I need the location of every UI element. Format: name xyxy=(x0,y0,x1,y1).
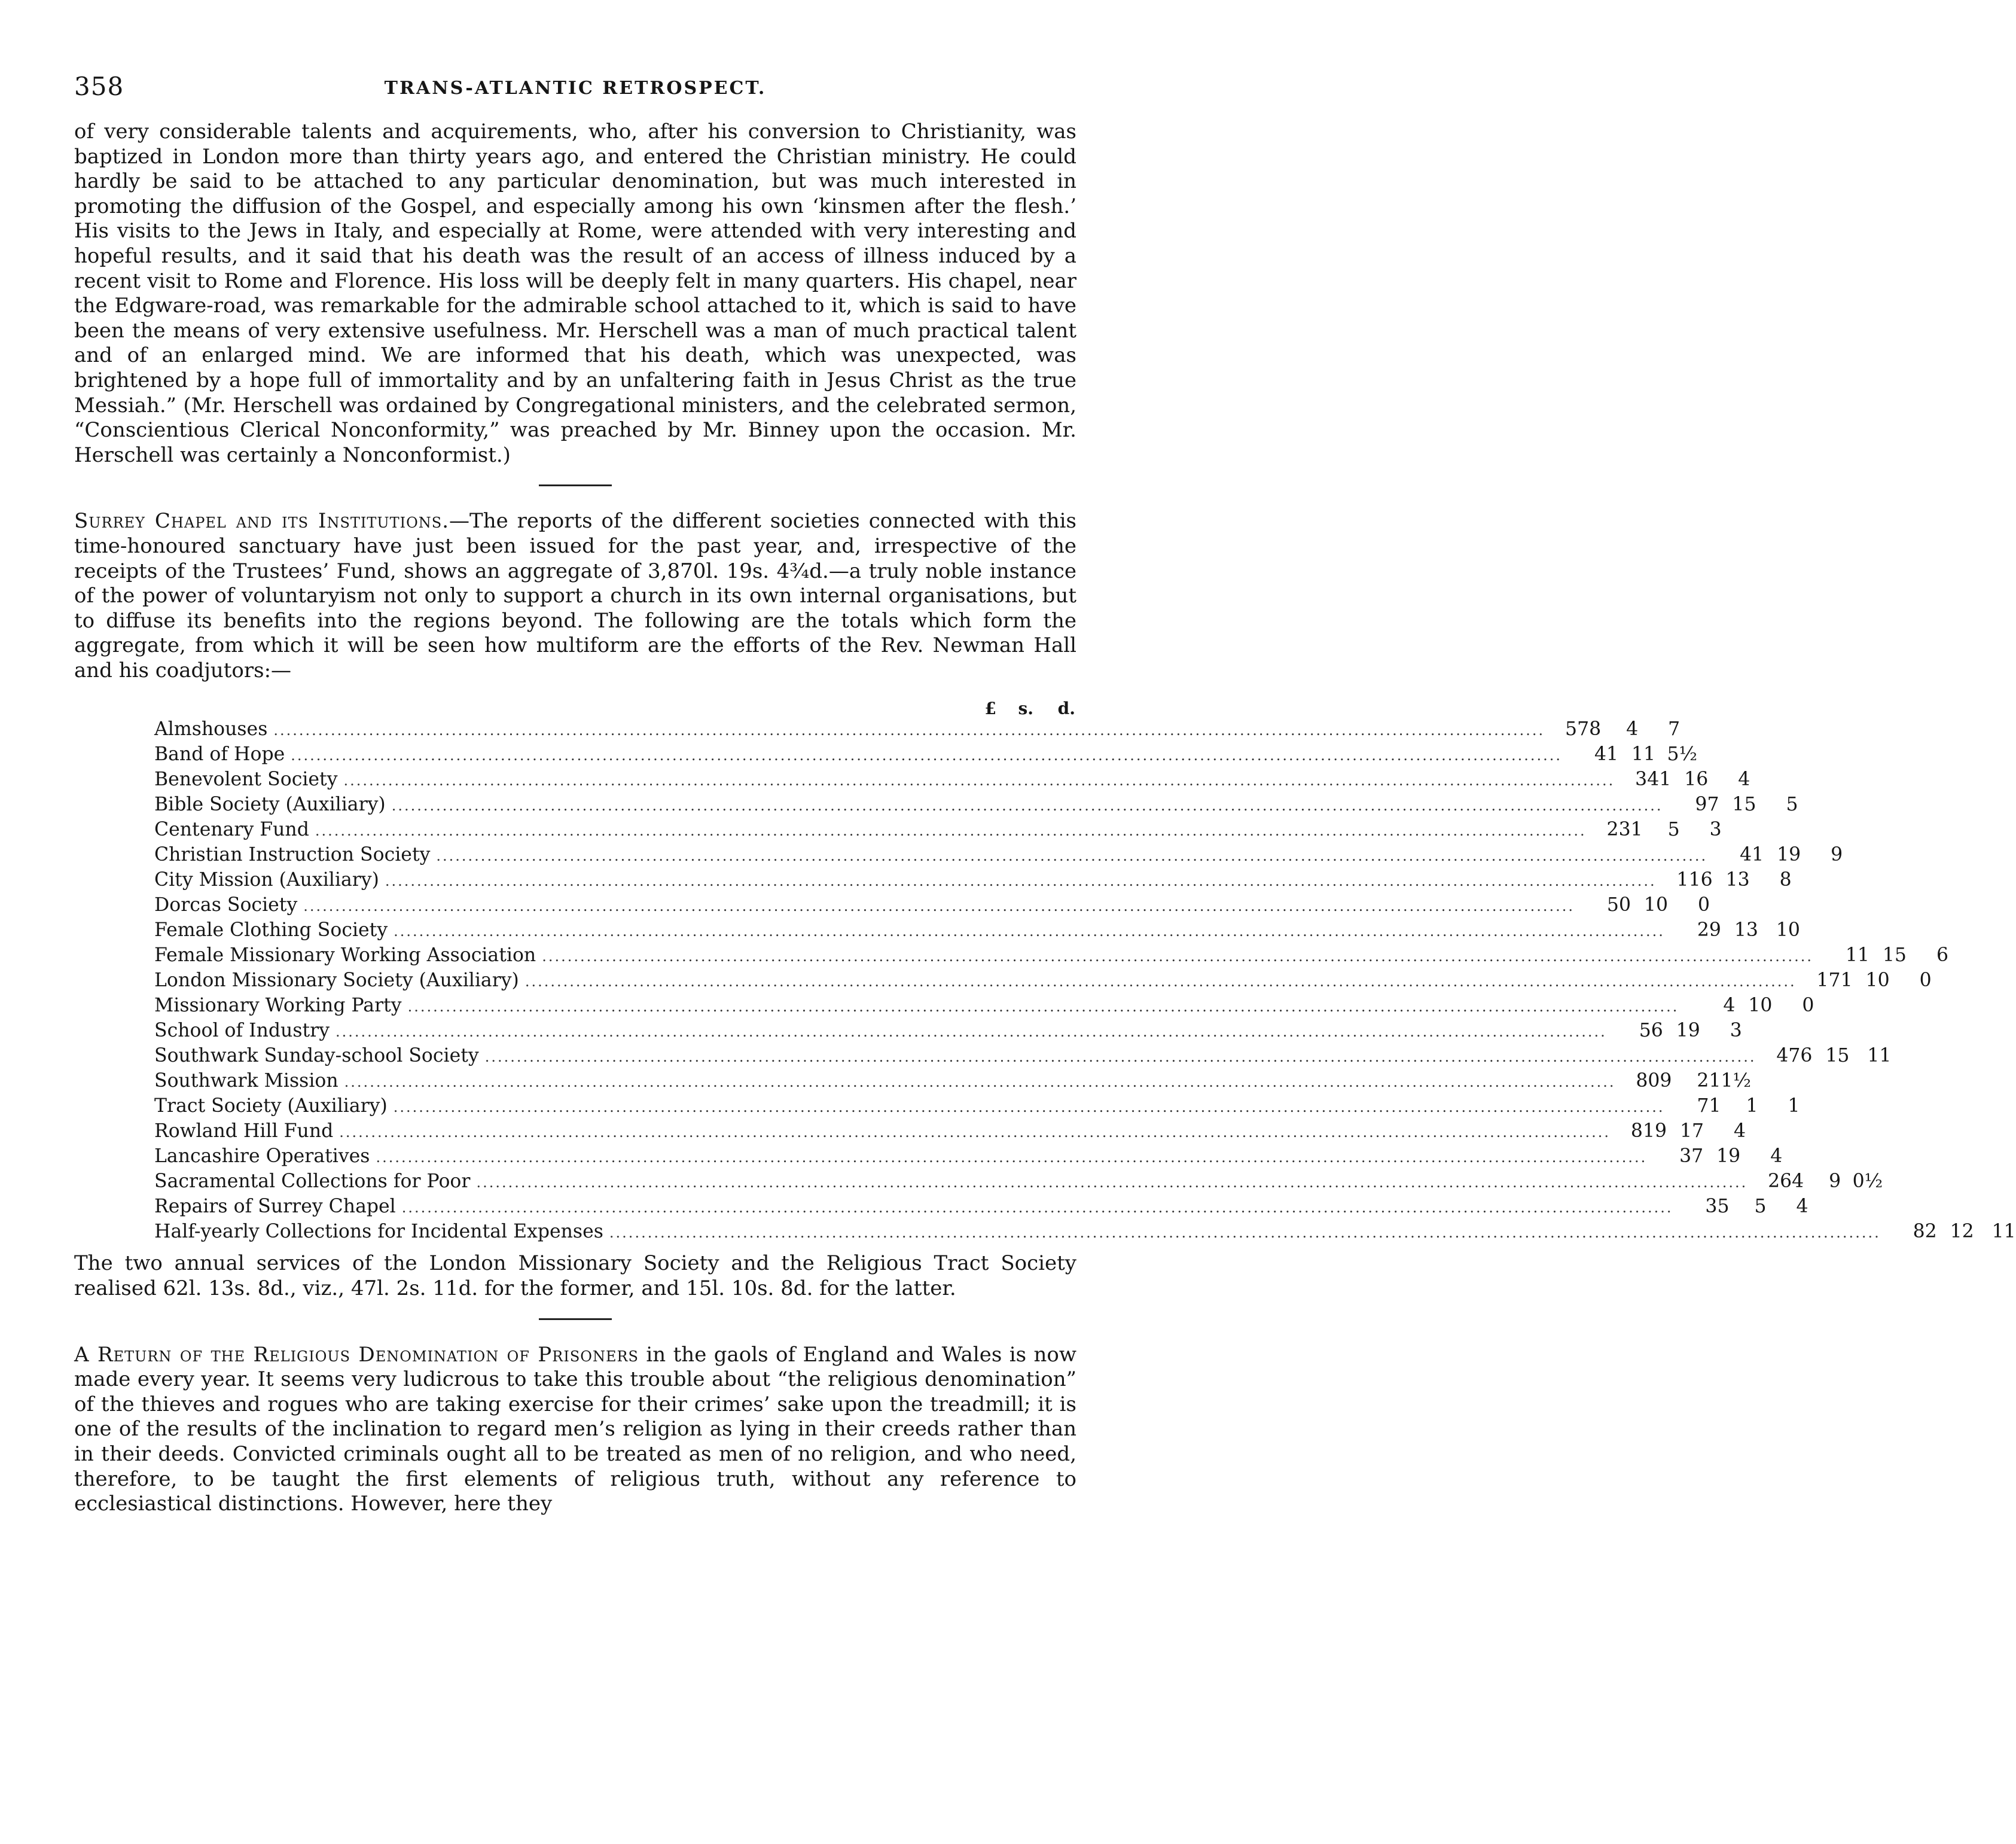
leader-dots: ........................................................................................................................................................................................................ xyxy=(303,898,1575,915)
row-label: Benevolent Society xyxy=(154,769,338,791)
row-pence: 0 xyxy=(1697,894,1710,916)
row-label: Almshouses xyxy=(154,718,268,740)
row-label: Christian Instruction Society xyxy=(154,844,431,866)
table-row xyxy=(154,1068,1752,1093)
row-shillings: 16 xyxy=(1684,769,1709,791)
row-shillings: 11 xyxy=(1631,743,1656,766)
row-shillings: 15 xyxy=(1825,1045,1850,1067)
row-shillings: 10 xyxy=(1643,894,1669,916)
row-shillings: 13 xyxy=(1734,919,1758,941)
row-shillings: 15 xyxy=(1732,794,1756,816)
row-pence: 8 xyxy=(1779,869,1792,891)
row-pounds: 29 xyxy=(1697,919,1721,941)
row-shillings: 12 xyxy=(1950,1221,1974,1243)
header-shillings: s. xyxy=(1018,699,1033,719)
row-label: Half-yearly Collections for Incidental Expenses xyxy=(154,1221,603,1243)
table-row xyxy=(154,1169,1883,1194)
row-shillings: 10 xyxy=(1865,970,1890,992)
leader-dots: ........................................................................................................................................................................................................ xyxy=(393,1099,1665,1116)
row-pence: 11 xyxy=(1991,1221,2016,1243)
leader-dots: ........................................................................................................................................................................................................ xyxy=(484,1049,1756,1066)
paragraph-body: —The reports of the different societies connected with this time-honoured sanctuary have just been issued for the past year, and, irrespective of the receipts of the Trustees’ Fund, shows an aggregate of 3,870l. 19s. 4¾d.—a truly noble instance of the power of voluntaryism not only to support a church in its own internal organisations, but to diffuse its benefits into the regions beyond. The following are the totals which form the aggregate, from which it will be seen how multiform are the efforts of the Rev. Newman Hall and his coadjutors:— xyxy=(74,509,1076,682)
row-label: Missionary Working Party xyxy=(154,995,402,1017)
leader-dots: ........................................................................................................................................................................................................ xyxy=(336,1023,1607,1041)
row-pounds: 97 xyxy=(1695,794,1719,816)
header-pence: d. xyxy=(1057,699,1075,719)
leader-dots: ........................................................................................................................................................................................................ xyxy=(401,1199,1673,1217)
row-pence: 11 xyxy=(1867,1045,1892,1067)
row-pence: 0½ xyxy=(1852,1171,1883,1193)
row-shillings: 1 xyxy=(1746,1095,1758,1117)
row-label: Rowland Hill Fund xyxy=(154,1120,334,1142)
row-pence: 11½ xyxy=(1709,1070,1752,1092)
row-pence: 0 xyxy=(1802,995,1814,1017)
row-pounds: 171 xyxy=(1816,970,1853,992)
row-pence: 1 xyxy=(1788,1095,1800,1117)
row-label: Bible Society (Auxiliary) xyxy=(154,794,386,816)
row-label: Lancashire Operatives xyxy=(154,1145,370,1168)
table-row xyxy=(154,1043,1892,1068)
row-shillings: 5 xyxy=(1754,1196,1767,1218)
section-lead: Surrey Chapel and its Institutions. xyxy=(74,509,450,534)
row-pounds: 37 xyxy=(1679,1145,1704,1168)
row-shillings: 17 xyxy=(1679,1120,1704,1142)
section-divider xyxy=(539,484,612,486)
table-row xyxy=(154,918,1800,943)
row-pounds: 476 xyxy=(1776,1045,1813,1067)
leader-dots: ........................................................................................................................................................................................................ xyxy=(291,747,1563,764)
row-label: School of Industry xyxy=(154,1020,330,1042)
page-header xyxy=(74,72,1076,105)
row-label: Sacramental Collections for Poor xyxy=(154,1171,471,1193)
row-shillings: 9 xyxy=(1829,1171,1841,1193)
row-pounds: 11 xyxy=(1845,944,1869,967)
row-label: Band of Hope xyxy=(154,743,285,766)
row-pounds: 56 xyxy=(1639,1020,1663,1042)
table-row xyxy=(154,792,1798,817)
row-pounds: 50 xyxy=(1606,894,1631,916)
table-header-row xyxy=(154,696,1075,717)
leader-dots: ........................................................................................................................................................................................................ xyxy=(436,848,1708,865)
row-label: City Mission (Auxiliary) xyxy=(154,869,379,891)
table-row xyxy=(154,943,1948,968)
leader-dots: ........................................................................................................................................................................................................ xyxy=(407,998,1679,1016)
row-pence: 9 xyxy=(1831,844,1843,866)
page-number: 358 xyxy=(74,72,124,101)
row-label: Repairs of Surrey Chapel xyxy=(154,1196,396,1218)
row-pence: 5 xyxy=(1786,794,1798,816)
table-row xyxy=(154,892,1710,918)
table-row xyxy=(154,1219,2016,1244)
row-shillings: 19 xyxy=(1777,844,1801,866)
leader-dots: ........................................................................................................................................................................................................ xyxy=(385,873,1657,890)
row-shillings: 19 xyxy=(1676,1020,1700,1042)
row-label: Southwark Sunday-school Society xyxy=(154,1045,479,1067)
leader-dots: ........................................................................................................................................................................................................ xyxy=(376,1149,1648,1166)
running-title: TRANS-ATLANTIC RETROSPECT. xyxy=(384,78,767,99)
table-row xyxy=(154,1118,1746,1144)
table-row xyxy=(154,717,1680,742)
row-shillings: 10 xyxy=(1748,995,1773,1017)
row-pounds: 809 xyxy=(1636,1070,1672,1092)
row-pounds: 4 xyxy=(1723,995,1736,1017)
row-label: Southwark Mission xyxy=(154,1070,338,1092)
row-label: London Missionary Society (Auxiliary) xyxy=(154,970,519,992)
row-pence: 5½ xyxy=(1667,743,1698,766)
row-pounds: 116 xyxy=(1676,869,1713,891)
row-pence: 7 xyxy=(1668,718,1680,740)
table-row xyxy=(154,817,1722,842)
leader-dots: ........................................................................................................................................................................................................ xyxy=(339,1124,1611,1141)
row-label: Tract Society (Auxiliary) xyxy=(154,1095,388,1117)
row-pounds: 35 xyxy=(1705,1196,1730,1218)
leader-dots: ........................................................................................................................................................................................................ xyxy=(524,973,1797,990)
table-row xyxy=(154,968,1932,993)
row-pounds: 71 xyxy=(1697,1095,1721,1117)
row-pence: 0 xyxy=(1919,970,1932,992)
table-body xyxy=(154,717,2016,1244)
table-row xyxy=(154,867,1792,892)
leader-dots: ........................................................................................................................................................................................................ xyxy=(273,722,1545,739)
row-pounds: 231 xyxy=(1606,819,1643,841)
paragraph-body: in the gaols of England and Wales is now made every year. It seems very ludicrous to take this trouble about “the religious denomination” of the thieves and rogues who are taking exercise for their crimes’ sake upon the treadmill; it is one of the results of the inclination to regard men’s religion as lying in their creeds rather than in their deeds. Convicted criminals ought all to be treated as men of no religion, and who need, therefore, to be taught the first elements of religious truth, without any reference to ecclesiastical distinctions. However, here they xyxy=(74,1342,1076,1516)
row-shillings: 5 xyxy=(1667,819,1680,841)
row-pence: 3 xyxy=(1709,819,1722,841)
row-pence: 3 xyxy=(1730,1020,1742,1042)
section-divider xyxy=(539,1318,612,1320)
row-label: Dorcas Society xyxy=(154,894,298,916)
row-pence: 6 xyxy=(1936,944,1948,967)
book-page xyxy=(74,72,2016,1517)
table-row xyxy=(154,742,1698,767)
row-label: Centenary Fund xyxy=(154,819,309,841)
table-row xyxy=(154,1144,1783,1169)
row-pounds: 41 xyxy=(1740,844,1764,866)
leader-dots: ........................................................................................................................................................................................................ xyxy=(394,923,1665,940)
leader-dots: ........................................................................................................................................................................................................ xyxy=(609,1224,1881,1242)
leader-dots: ........................................................................................................................................................................................................ xyxy=(542,948,1813,965)
table-row xyxy=(154,767,1750,792)
row-shillings: 15 xyxy=(1882,944,1907,967)
leader-dots: ........................................................................................................................................................................................................ xyxy=(315,822,1587,840)
leader-dots: ........................................................................................................................................................................................................ xyxy=(343,772,1615,790)
row-shillings: 2 xyxy=(1697,1070,1709,1092)
paragraph-surrey-chapel xyxy=(74,509,1076,683)
header-pounds: £ xyxy=(984,699,996,719)
leader-dots: ........................................................................................................................................................................................................ xyxy=(391,797,1663,815)
table-row xyxy=(154,1093,1800,1118)
row-pence: 10 xyxy=(1776,919,1800,941)
table-row xyxy=(154,993,1814,1018)
row-pounds: 82 xyxy=(1913,1221,1937,1243)
row-shillings: 4 xyxy=(1626,718,1639,740)
row-pence: 4 xyxy=(1770,1145,1783,1168)
section-lead: A Return of the Religious Denomination of Prisoners xyxy=(74,1342,639,1367)
table-row xyxy=(154,842,1843,867)
leader-dots: ........................................................................................................................................................................................................ xyxy=(476,1174,1748,1191)
row-label: Female Clothing Society xyxy=(154,919,388,941)
row-pounds: 264 xyxy=(1768,1171,1804,1193)
row-pounds: 41 xyxy=(1594,743,1619,766)
donations-table xyxy=(154,696,2016,1244)
row-pounds: 341 xyxy=(1635,769,1672,791)
row-pence: 4 xyxy=(1796,1196,1808,1218)
paragraph-annual-services: The two annual services of the London Missionary Society and the Religious Tract Society realised 62l. 13s. 8d., viz., 47l. 2s. 11d. for the former, and 15l. 10s. 8d. for the latter. xyxy=(74,1251,1076,1301)
paragraph-herschell: of very considerable talents and acquirements, who, after his conversion to Christianity, was baptized in London more than thirty years ago, and entered the Christian ministry. He could hardly be said to be attached to any particular denomination, but was much interested in promoting the diffusion of the Gospel, and especially among his own ‘kinsmen after the flesh.’ His visits to the Jews in Italy, and especially at Rome, were attended with very interesting and hopeful results, and it said that his death was the result of an access of illness induced by a recent visit to Rome and Florence. His loss will be deeply felt in many quarters. His chapel, near the Edgware-road, was remarkable for the admirable school attached to it, which is said to have been the means of very extensive usefulness. Mr. Herschell was a man of much practical talent and of an enlarged mind. We are informed that his death, which was unexpected, was brightened by a hope full of immortality and by an unfaltering faith in Jesus Christ as the true Messiah.” (Mr. Herschell was ordained by Congregational ministers, and the celebrated sermon, “Conscientious Clerical Nonconformity,” was preached by Mr. Binney upon the occasion. Mr. Herschell was certainly a Nonconformist.) xyxy=(74,120,1076,467)
row-pounds: 819 xyxy=(1630,1120,1667,1142)
row-pounds: 578 xyxy=(1565,718,1602,740)
row-shillings: 19 xyxy=(1716,1145,1741,1168)
table-row xyxy=(154,1194,1808,1219)
row-pence: 4 xyxy=(1738,769,1750,791)
leader-dots: ........................................................................................................................................................................................................ xyxy=(344,1074,1616,1091)
paragraph-prisoners xyxy=(74,1343,1076,1517)
row-shillings: 13 xyxy=(1725,869,1750,891)
table-row xyxy=(154,1018,1742,1043)
row-pence: 4 xyxy=(1734,1120,1746,1142)
row-label: Female Missionary Working Association xyxy=(154,944,536,967)
